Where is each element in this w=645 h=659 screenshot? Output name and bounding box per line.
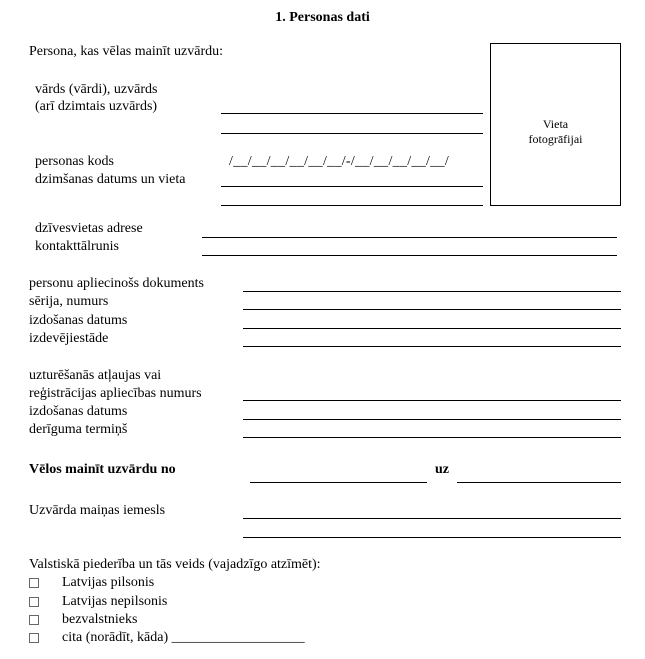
reason-field-line1[interactable]: [243, 518, 621, 519]
reason-field-line2[interactable]: [243, 537, 621, 538]
phone-field[interactable]: [202, 255, 617, 256]
option-latvian-noncitizen: Latvijas nepilsonis: [62, 594, 168, 609]
residence-field[interactable]: [243, 400, 621, 401]
checkbox-stateless[interactable]: [29, 615, 39, 625]
checkbox-latvian-noncitizen[interactable]: [29, 597, 39, 607]
name-label-sub: (arī dzimtais uzvārds): [35, 99, 158, 114]
address-field[interactable]: [202, 237, 617, 238]
issue-date-field[interactable]: [243, 328, 621, 329]
id-doc-field[interactable]: [243, 291, 621, 292]
validity-field[interactable]: [243, 437, 621, 438]
series-label: sērija, numurs: [29, 294, 109, 309]
residence-label: uzturēšanās atļaujas vai: [29, 368, 162, 383]
issue-date2-label: izdošanas datums: [29, 404, 128, 419]
id-doc-label: personu apliecinošs dokuments: [29, 276, 204, 291]
checkbox-latvian-citizen[interactable]: [29, 578, 39, 588]
change-to-field[interactable]: [457, 482, 621, 483]
photo-box: [490, 43, 621, 206]
address-label: dzīvesvietas adrese: [35, 221, 143, 236]
residence-label-sub: reģistrācijas apliecības numurs: [29, 386, 202, 401]
birth-label: dzimšanas datums un vieta: [35, 172, 186, 187]
personal-code-field[interactable]: /__/__/__/__/__/__/-/__/__/__/__/__/: [229, 154, 450, 169]
name-field-line1[interactable]: [221, 113, 483, 114]
personal-code-label: personas kods: [35, 154, 114, 169]
photo-label-line2: fotogrāfijai: [528, 132, 583, 146]
checkbox-other[interactable]: [29, 633, 39, 643]
issuer-label: izdevējiestāde: [29, 331, 109, 346]
photo-label-line1: Vieta: [542, 117, 569, 131]
change-from-field[interactable]: [250, 482, 427, 483]
page-title: 1. Personas dati: [275, 10, 370, 25]
series-field[interactable]: [243, 309, 621, 310]
birth-field-line2[interactable]: [221, 205, 483, 206]
citizenship-heading: Valstiskā piederība un tās veids (vajadzīgo atzīmēt):: [29, 557, 321, 572]
issue-date-label: izdošanas datums: [29, 313, 128, 328]
birth-field-line1[interactable]: [221, 186, 483, 187]
reason-label: Uzvārda maiņas iemesls: [29, 503, 166, 518]
change-to-label: uz: [435, 462, 449, 477]
name-field-line2[interactable]: [221, 133, 483, 134]
issue-date2-field[interactable]: [243, 419, 621, 420]
phone-label: kontakttālrunis: [35, 239, 119, 254]
option-other[interactable]: cita (norādīt, kāda) ___________________: [62, 630, 305, 645]
intro-text: Persona, kas vēlas mainīt uzvārdu:: [29, 44, 224, 59]
validity-label: derīguma termiņš: [29, 422, 128, 437]
option-stateless: bezvalstnieks: [62, 612, 138, 627]
name-label: vārds (vārdi), uzvārds: [35, 82, 158, 97]
change-from-label: Vēlos mainīt uzvārdu no: [29, 462, 176, 477]
option-latvian-citizen: Latvijas pilsonis: [62, 575, 155, 590]
issuer-field[interactable]: [243, 346, 621, 347]
